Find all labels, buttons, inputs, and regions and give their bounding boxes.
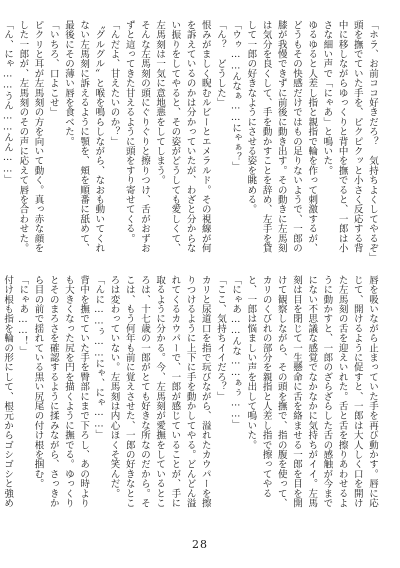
paragraph: 頭を撫でていた手を、ピクピクッと小さく反応する背中に移しながらゆっくりと背中を撫でると、一郎は小さな細い声で「にゃあ」と鳴いた。	[321, 20, 363, 253]
paragraph: 「ウゥ……んなぁ……にゃぁ？」	[230, 20, 242, 172]
paragraph: 「にゃあ……んな……ぁぅ……」	[230, 275, 242, 430]
paragraph: 「ん、にゃ……うん……んん……」	[2, 20, 14, 185]
page-number: 28	[192, 538, 208, 551]
paragraph: 〝グルグル〟と喉を鳴らしながら、なおも動いてくれない左馬刻に訴えるように顎を、頬を順番に舐めて、最後にその薄い唇を食べた。	[62, 20, 105, 253]
paragraph: 「んに……ぅ……にゃ、にゃ……」	[93, 275, 105, 440]
paragraph: ピクリと耳が左馬刻の方を向いて動く。真っ赤な顔をした一郎が、左馬刻のその声に応えて唇を合わせた。	[17, 20, 44, 253]
paragraph: ゆるゆると人差し指と親指で輪を作って刺激するが、どうもその快感だけではもの足りないようで、一郎の膝が我慢できずに前後に動き出す。その動きに左馬刻は気分を良くして、手を動かすことを辞め、左手を貸して一郎の好きなようにさせる姿を眺める。	[245, 20, 318, 253]
paragraph: 「にゃあ……！」	[17, 275, 29, 356]
paragraph: 付け根も指を輪の形にして、根元からゴシゴシと強め	[2, 275, 14, 508]
paragraph: 「ここ、気持ちイイだろ？」	[214, 275, 226, 402]
paragraph: 「ホラ、お前ココ好きだろ？ 気持ちよくしてやるぞ」	[367, 20, 378, 263]
paragraph: カリと尿道口を指で玩びながら、溢れたカウパーを擦りつけるように上下に手を動かしてやる。どんどん溢れてくるカウパーで、一郎が感じていることが、手に取るように分かる。今、左馬刻が愛撫をしているところは、十七歳の一郎がとても好きな所なのだから。そこは、もう何年も前に覚えさせた、一郎の好きなところは変わっていない。左馬刻は内心ほくそ笑んだ。	[108, 275, 211, 508]
paragraph: 恨みがましく睨むルビーとエメラルド。その視線が何を訴えているのかは分かっていたが、わざと分からない振りをしてやると、その姿がどうしても愛しくて、左馬刻は一気に意地悪をしてしまう。	[154, 20, 211, 253]
paragraph: 唇を吸いながら止まっていた手を再び動かす。唇に応じて、開けるように促すと、一郎は大人しく口を開けた左馬刻の舌を迎えいれた。舌と舌を擦りあわせるように動かすと、一郎のざらざらした舌の感触が今までにない不思議な感覚でなかなかに気持ちがイイ。左馬刻は目を閉じて一生懸命に舌を絡ませる一郎を目を開けて観察しながら、その頭を撫で、指の腹を使って、カリのくびれの部分を親指と人差し指で擦ってやると、一郎は悩ましい声を出して鳴いた。	[245, 275, 378, 508]
paragraph: 「いちろ、口よこせ」	[47, 20, 59, 117]
paragraph: 「ん？ どうした」	[214, 20, 226, 108]
paragraph: 背中を撫でていた手を臀部にまで下ろし、あの時よりも大きくなった尻を円を描くように撫でる。ゆっくりとそのまろさを確認するように揉みながら、さっきから目の前で揺れている黒い尻尾の付け根を掴む。	[32, 275, 90, 508]
paragraph: 「んだよ、甘えたいのか？」	[108, 20, 120, 147]
paragraph: そんな左馬刻の頭にぐりぐりと擦りつけ、舌がおずおずと這ってきた甘えるように頭をすり寄せてくる。	[123, 20, 150, 253]
text-block-top	[2, 20, 380, 263]
text-block-bottom	[2, 275, 380, 515]
